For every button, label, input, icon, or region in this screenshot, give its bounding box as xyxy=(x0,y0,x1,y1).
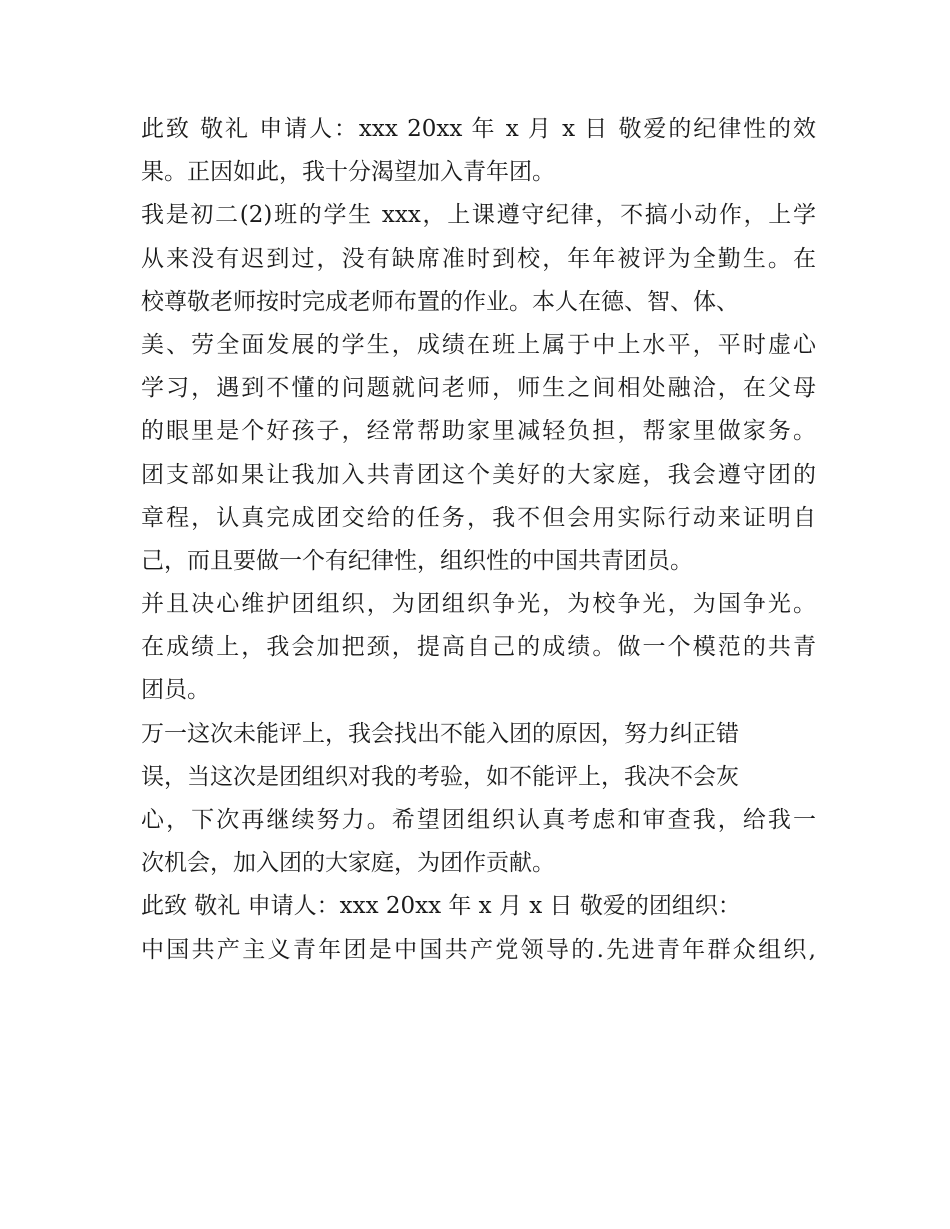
text-line: 美、劳全面发展的学生，成绩在班上属于中上水平，平时虚心 xyxy=(141,331,816,358)
text-line: 团员。 xyxy=(141,677,210,704)
text-line: 并且决心维护团组织，为团组织争光，为校争光，为国争光。 xyxy=(141,591,816,618)
text-line: 学习，遇到不懂的问题就问老师，师生之间相处融洽，在父母 xyxy=(141,375,816,402)
text-line: 章程，认真完成团交给的任务，我不但会用实际行动来证明自 xyxy=(141,504,816,531)
text-line: 己，而且要做一个有纪律性，组织性的中国共青团员。 xyxy=(141,547,693,574)
text-line: 团支部如果让我加入共青团这个美好的大家庭，我会遵守团的 xyxy=(141,461,816,488)
text-line: 心，下次再继续努力。希望团组织认真考虑和审查我，给我一 xyxy=(141,807,816,833)
text-line: 从来没有迟到过，没有缺席准时到校，年年被评为全勤生。在 xyxy=(141,245,816,272)
text-line: 校尊敬老师按时完成老师布置的作业。本人在德、智、体、 xyxy=(141,288,739,315)
text-line: 的眼里是个好孩子，经常帮助家里减轻负担，帮家里做家务。 xyxy=(141,418,816,445)
text-line: 在成绩上，我会加把颈，提高自己的成绩。做一个模范的共青 xyxy=(141,634,816,661)
text-line: 此致 敬礼 申请人：xxx 20xx 年 x 月 x 日 敬爱的团组织： xyxy=(141,893,741,920)
text-line: 误，当这次是团组织对我的考验，如不能评上，我决不会灰 xyxy=(141,763,739,790)
text-line: 中国共产主义青年团是中国共产党领导的.先进青年群众组织, xyxy=(141,936,816,963)
document-body xyxy=(141,108,816,972)
text-line: 果。正因如此，我十分渴望加入青年团。 xyxy=(141,159,555,186)
text-line: 我是初二(2)班的学生 xxx，上课遵守纪律，不搞小动作，上学 xyxy=(141,202,816,229)
text-line: 万一这次未能评上，我会找出不能入团的原因，努力纠正错 xyxy=(141,720,739,747)
text-line: 此致 敬礼 申请人：xxx 20xx 年 x 月 x 日 敬爱的纪律性的效 xyxy=(141,116,816,142)
text-line: 次机会，加入团的大家庭，为团作贡献。 xyxy=(141,850,555,877)
